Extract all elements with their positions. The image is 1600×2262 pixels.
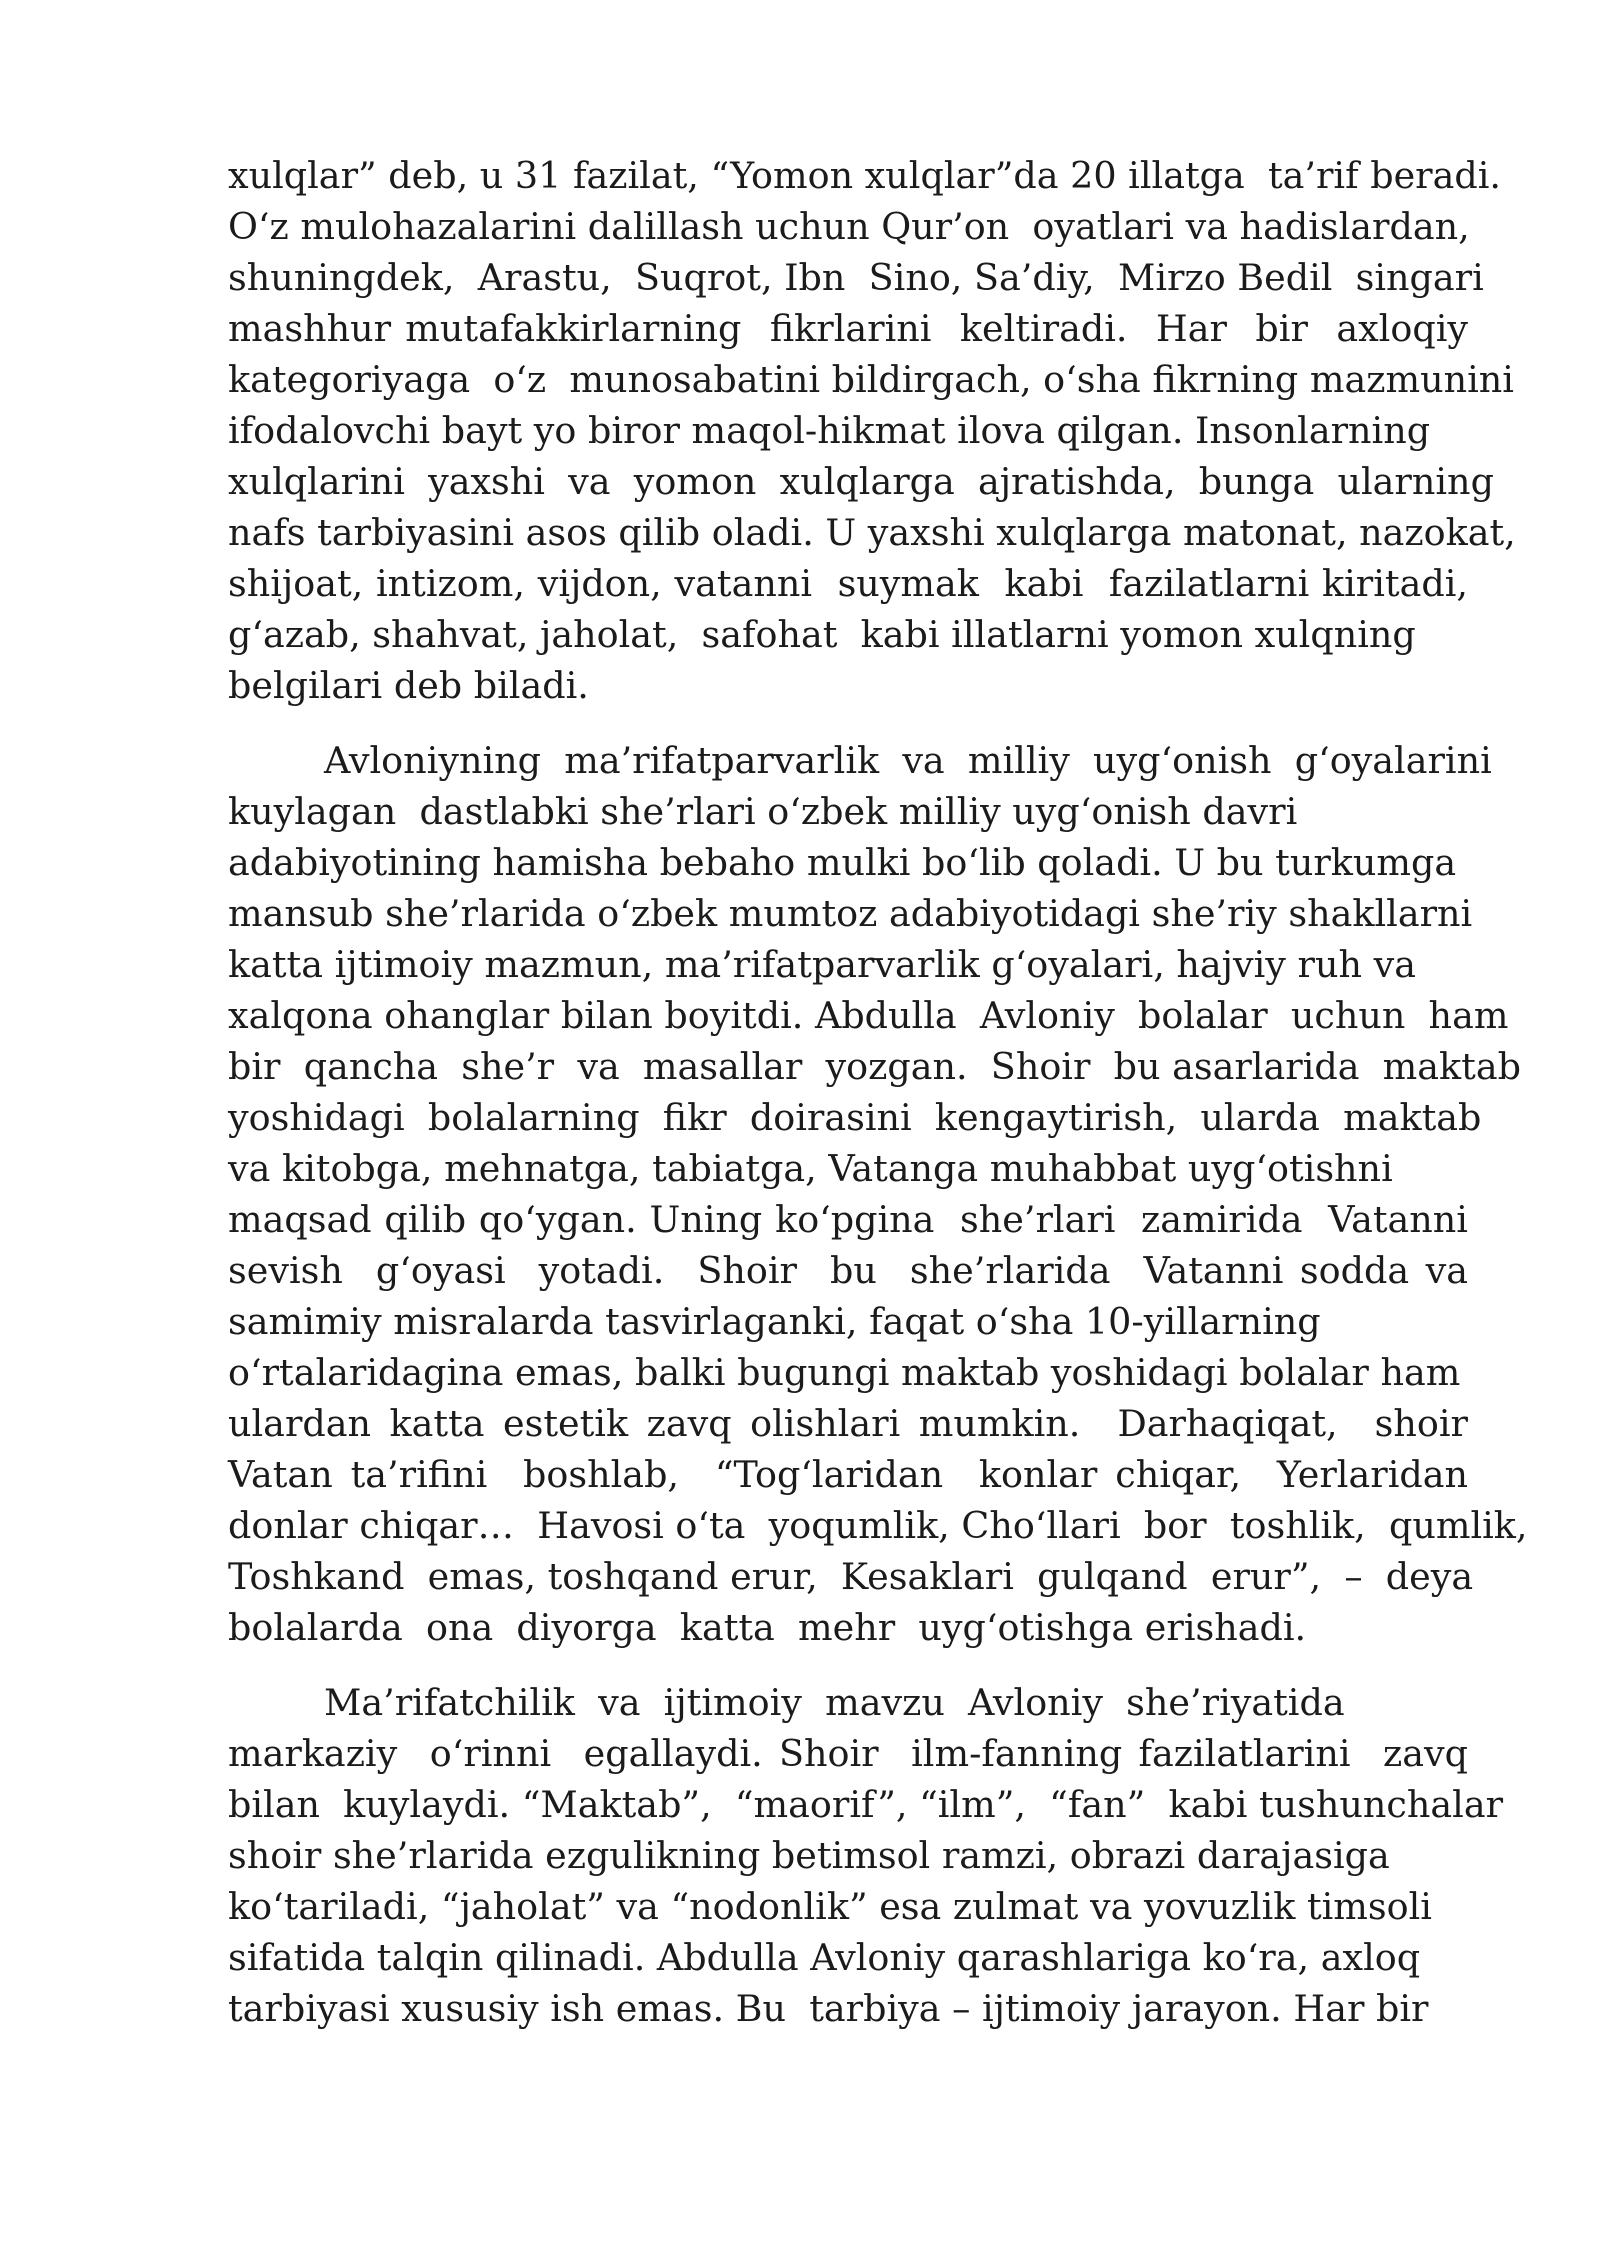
text-line: kuylagan dastlabki she’rlari o‘zbek milliy uyg‘onish davri	[228, 790, 1298, 833]
text-line: samimiy misralarda tasvirlaganki, faqat o‘sha 10-yillarning	[228, 1300, 1321, 1343]
text-line: sevish g‘oyasi yotadi. Shoir bu she’rlarida Vatanni sodda va	[228, 1249, 1468, 1292]
text-line: o‘rtalaridagina emas, balki bugungi maktab yoshidagi bolalar ham	[228, 1351, 1461, 1394]
text-line: bilan kuylaydi. “Maktab”, “maorif”, “ilm”, “fan” kabi tushunchalar	[228, 1783, 1504, 1826]
text-line: kategoriyaga o‘z munosabatini bildirgach, o‘sha fikrning mazmunini	[228, 358, 1514, 401]
text-line: Avloniyning ma’rifatparvarlik va milliy uyg‘onish g‘oyalarini	[324, 739, 1492, 782]
paragraph-spacing	[228, 711, 1468, 735]
text-line: maqsad qilib qo‘ygan. Uning ko‘pgina she’rlari zamirida Vatanni	[228, 1198, 1468, 1241]
text-line: va kitobga, mehnatga, tabiatga, Vatanga muhabbat uyg‘otishni	[228, 1147, 1393, 1190]
document-body-text	[228, 150, 1528, 2034]
text-line: O‘z mulohazalarini dalillash uchun Qur’on oyatlari va hadislardan,	[228, 205, 1470, 248]
text-line: xulqlar” deb, u 31 fazilat, “Yomon xulqlar”da 20 illatga ta’rif beradi.	[228, 154, 1502, 197]
text-line: ifodalovchi bayt yo biror maqol-hikmat ilova qilgan. Insonlarning	[228, 409, 1431, 452]
paragraph	[228, 735, 1528, 1653]
text-line: sifatida talqin qilinadi. Abdulla Avloniy qarashlariga ko‘ra, axloq	[228, 1936, 1421, 1979]
text-line: donlar chiqar… Havosi o‘ta yoqumlik, Cho‘llari bor toshlik, qumlik,	[228, 1504, 1528, 1547]
text-line: Toshkand emas, toshqand erur, Kesaklari gulqand erur”, – deya	[228, 1555, 1474, 1598]
text-line: g‘azab, shahvat, jaholat, safohat kabi illatlarni yomon xulqning	[228, 613, 1416, 656]
text-line: shijoat, intizom, vijdon, vatanni suymak kabi fazilatlarni kiritadi,	[228, 562, 1468, 605]
text-line: shuningdek, Arastu, Suqrot, Ibn Sino, Sa’diy, Mirzo Bedil singari	[228, 256, 1484, 299]
text-line: xalqona ohanglar bilan boyitdi. Abdulla Avloniy bolalar uchun ham	[228, 994, 1509, 1037]
text-line: mashhur mutafakkirlarning fikrlarini keltiradi. Har bir axloqiy	[228, 307, 1468, 350]
text-line: belgilari deb biladi.	[228, 664, 589, 707]
text-line: adabiyotining hamisha bebaho mulki bo‘lib qoladi. U bu turkumga	[228, 841, 1457, 884]
text-line: yoshidagi bolalarning fikr doirasini kengaytirish, ularda maktab	[228, 1096, 1482, 1139]
text-line: Ma’rifatchilik va ijtimoiy mavzu Avloniy she’riyatida	[324, 1681, 1345, 1724]
text-line: ulardan katta estetik zavq olishlari mumkin. Darhaqiqat, shoir	[228, 1402, 1468, 1445]
text-line: bir qancha she’r va masallar yozgan. Shoir bu asarlarida maktab	[228, 1045, 1521, 1088]
text-line: markaziy o‘rinni egallaydi. Shoir ilm-fanning fazilatlarini zavq	[228, 1732, 1468, 1775]
paragraph	[228, 1677, 1504, 2034]
paragraph-spacing	[228, 1653, 1468, 1677]
text-line: tarbiyasi xususiy ish emas. Bu tarbiya – ijtimoiy jarayon. Har bir	[228, 1987, 1429, 2030]
text-line: nafs tarbiyasini asos qilib oladi. U yaxshi xulqlarga matonat, nazokat,	[228, 511, 1516, 554]
text-line: katta ijtimoiy mazmun, ma’rifatparvarlik g‘oyalari, hajviy ruh va	[228, 943, 1416, 986]
paragraph	[228, 150, 1516, 711]
text-line: ko‘tariladi, “jaholat” va “nodonlik” esa zulmat va yovuzlik timsoli	[228, 1885, 1432, 1928]
text-line: Vatan ta’rifini boshlab, “Tog‘laridan konlar chiqar, Yerlaridan	[228, 1453, 1468, 1496]
text-line: mansub she’rlarida o‘zbek mumtoz adabiyotidagi she’riy shakllarni	[228, 892, 1473, 935]
text-line: xulqlarini yaxshi va yomon xulqlarga ajratishda, bunga ularning	[228, 460, 1494, 503]
text-line: shoir she’rlarida ezgulikning betimsol ramzi, obrazi darajasiga	[228, 1834, 1390, 1877]
text-line: bolalarda ona diyorga katta mehr uyg‘otishga erishadi.	[228, 1606, 1307, 1649]
